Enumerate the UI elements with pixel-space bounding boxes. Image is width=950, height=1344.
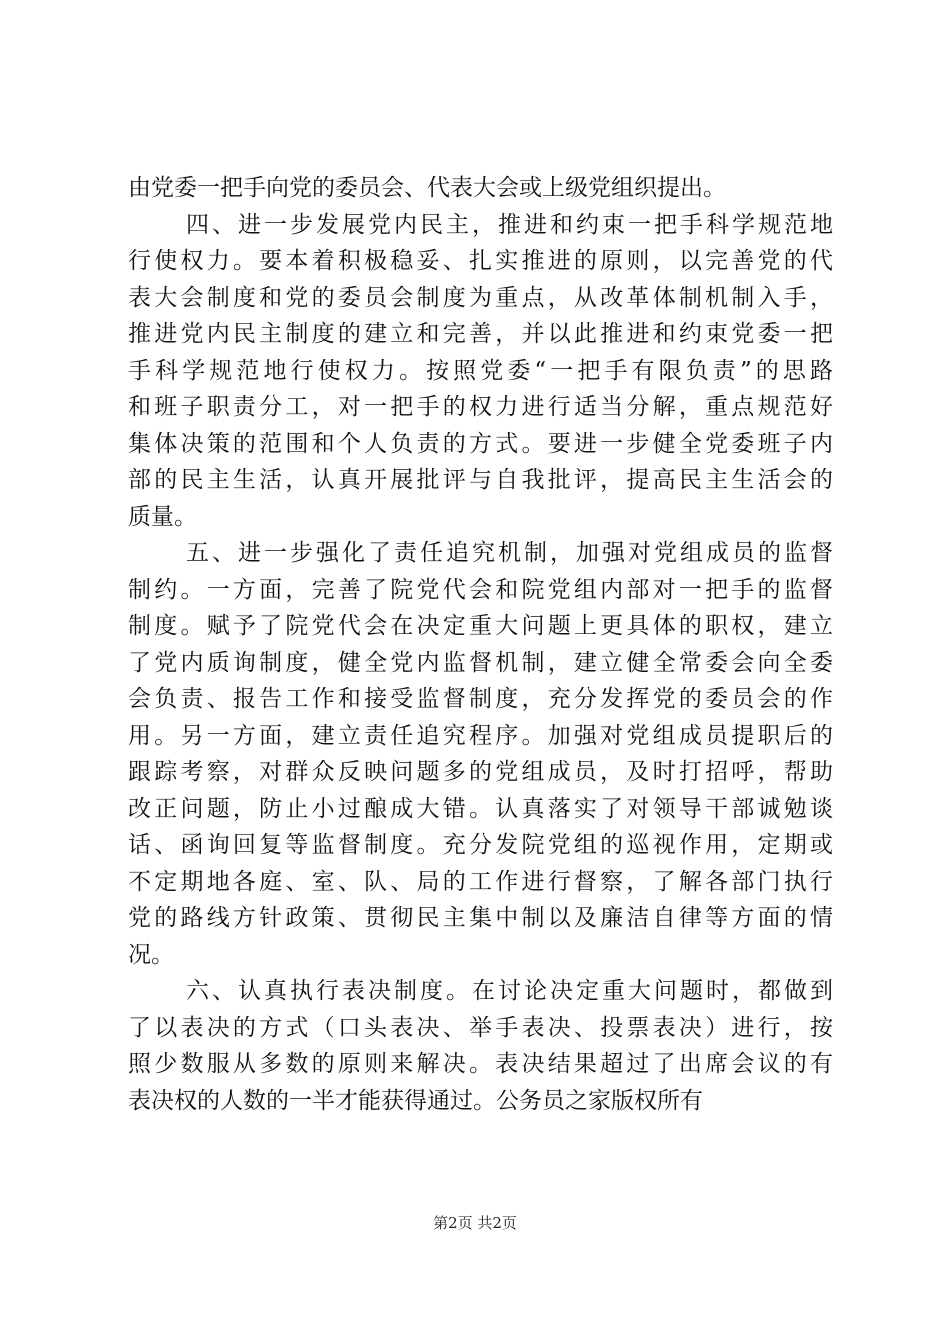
document-body [128,170,833,1119]
page-number-footer: 第2页 共2页 [433,1214,517,1232]
text-line: 和班子职责分工，对一把手的权力进行适当分解，重点规范好 [128,394,833,420]
text-line: 不定期地各庭、室、队、局的工作进行督察，了解各部门执行 [128,868,833,895]
text-line: 部的民主生活，认真开展批评与自我批评，提高民主生活会的 [128,467,833,493]
text-line: 质量。 [128,503,197,530]
text-line: 况。 [128,941,174,968]
paragraph-4-start: 四、进一步发展党内民主，推进和约束一把手科学规范地 [186,211,833,238]
text-line: 手科学规范地行使权力。按照党委“一把手有限负责”的思路 [128,357,833,384]
text-line: 跟踪考察，对群众反映问题多的党组成员，及时打招呼，帮助 [128,759,833,785]
text-line: 推进党内民主制度的建立和完善，并以此推进和约束党委一把 [128,321,833,347]
text-line: 照少数服从多数的原则来解决。表决结果超过了出席会议的有 [128,1051,833,1077]
text-line: 表决权的人数的一半才能获得通过。公务员之家版权所有 [128,1087,703,1114]
text-line: 党的路线方针政策、贯彻民主集中制以及廉洁自律等方面的情 [128,905,833,931]
text-line: 会负责、报告工作和接受监督制度，充分发挥党的委员会的作 [128,686,833,712]
text-line: 改正问题，防止小过酿成大错。认真落实了对领导干部诚勉谈 [128,795,833,822]
paragraph-6-start: 六、认真执行表决制度。在讨论决定重大问题时，都做到 [186,978,833,1004]
text-line: 用。另一方面，建立责任追究程序。加强对党组成员提职后的 [128,722,833,749]
text-line: 话、函询回复等监督制度。充分发院党组的巡视作用，定期或 [128,832,833,858]
text-line: 集体决策的范围和个人负责的方式。要进一步健全党委班子内 [128,430,833,457]
text-line: 了以表决的方式（口头表决、举手表决、投票表决）进行，按 [128,1014,833,1041]
text-line: 由党委一把手向党的委员会、代表大会或上级党组织提出。 [128,175,726,201]
text-line: 制度。赋予了院党代会在决定重大问题上更具体的职权，建立 [128,613,833,639]
text-line: 制约。一方面，完善了院党代会和院党组内部对一把手的监督 [128,576,833,603]
text-line: 了党内质询制度，健全党内监督机制，建立健全常委会向全委 [128,649,833,676]
text-line: 表大会制度和党的委员会制度为重点，从改革体制机制入手， [128,284,833,311]
paragraph-5-start: 五、进一步强化了责任追究机制，加强对党组成员的监督 [186,540,833,566]
text-line: 行使权力。要本着积极稳妥、扎实推进的原则，以完善党的代 [128,248,833,274]
